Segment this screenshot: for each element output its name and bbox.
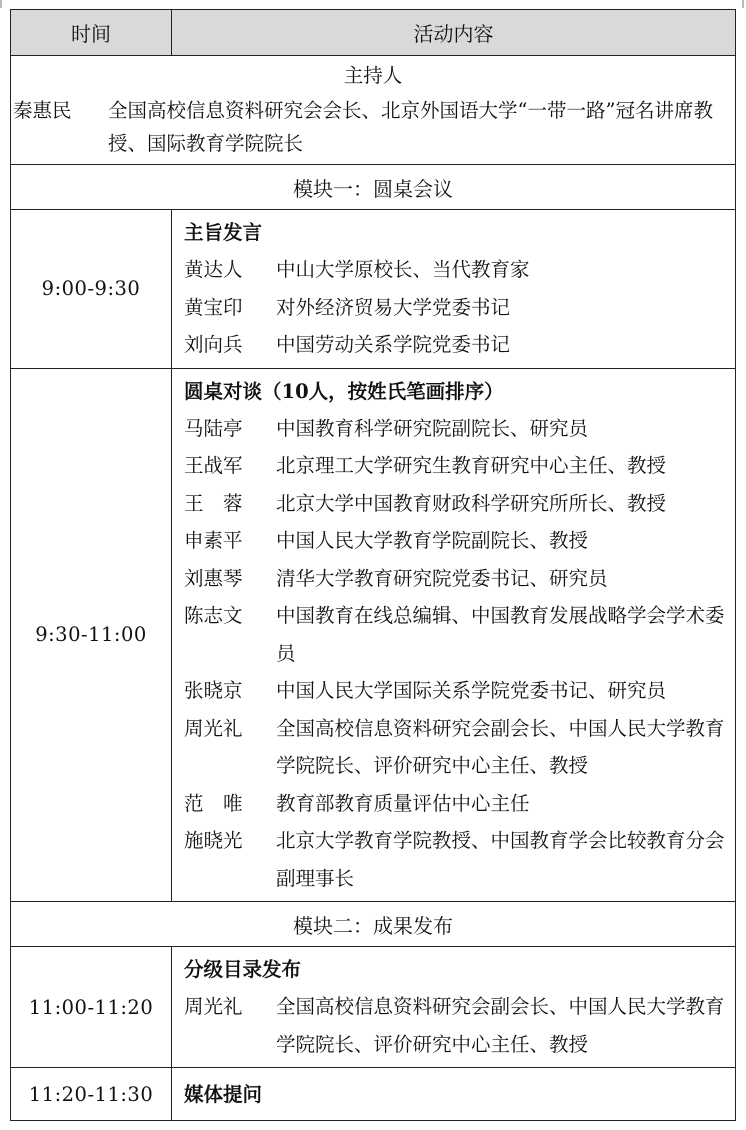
speaker-name: 王战军 bbox=[184, 454, 243, 477]
speaker-name: 范 唯 bbox=[184, 791, 243, 815]
speaker-entry bbox=[184, 597, 727, 672]
keynote-cell bbox=[172, 210, 736, 369]
module-row bbox=[11, 165, 736, 210]
module-row bbox=[11, 902, 736, 947]
time-cell: 11:20-11:30 bbox=[11, 1068, 172, 1121]
speaker-name: 刘惠琴 bbox=[184, 566, 243, 590]
agenda-table bbox=[10, 9, 736, 1121]
speaker-name: 陈志文 bbox=[184, 604, 243, 627]
speaker-entry bbox=[184, 988, 727, 1063]
host-title: 主持人 bbox=[343, 64, 403, 87]
module-title: 模块一：圆桌会议 bbox=[11, 165, 736, 210]
speaker-desc: 中国教育科学研究院副院长、研究员 bbox=[276, 416, 589, 440]
speaker-desc: 清华大学教育研究院党委书记、研究员 bbox=[276, 566, 608, 590]
speaker-entry bbox=[184, 410, 727, 448]
time-cell: 9:30-11:00 bbox=[11, 368, 172, 902]
speaker-name: 周光礼 bbox=[184, 716, 243, 740]
page-edge-left bbox=[0, 0, 2, 8]
page-edge-right bbox=[742, 0, 744, 8]
speaker-desc: 北京大学教育学院教授、中国教育学会比较教育分会副理事长 bbox=[276, 829, 725, 890]
host-desc: 全国高校信息资料研究会会长、北京外国语大学“一带一路”冠名讲席教授、国际教育学院院长 bbox=[108, 99, 713, 155]
speaker-desc: 北京理工大学研究生教育研究中心主任、教授 bbox=[276, 454, 667, 477]
speaker-entry bbox=[184, 710, 727, 785]
speaker-entry bbox=[184, 447, 727, 485]
host-cell bbox=[11, 56, 736, 165]
speaker-entry bbox=[184, 289, 727, 327]
speaker-name: 施晓光 bbox=[184, 829, 243, 852]
speaker-entry bbox=[184, 822, 727, 897]
table-header-row bbox=[11, 10, 736, 56]
speaker-entry bbox=[184, 785, 727, 823]
speaker-desc: 全国高校信息资料研究会副会长、中国人民大学教育学院院长、评价研究中心主任、教授 bbox=[276, 716, 725, 777]
speaker-entry bbox=[184, 251, 727, 289]
roundtable-row bbox=[11, 368, 736, 902]
media-row bbox=[11, 1068, 736, 1121]
block-title: 主旨发言 bbox=[184, 221, 263, 244]
speaker-desc: 全国高校信息资料研究会副会长、中国人民大学教育学院院长、评价研究中心主任、教授 bbox=[276, 995, 725, 1056]
header-time: 时间 bbox=[11, 10, 172, 56]
host-row bbox=[11, 56, 736, 165]
speaker-name: 黄达人 bbox=[184, 258, 243, 281]
speaker-desc: 中国教育在线总编辑、中国教育发展战略学会学术委员 bbox=[276, 604, 725, 665]
speaker-name: 张晓京 bbox=[184, 679, 243, 702]
speaker-entry bbox=[184, 672, 727, 710]
block-title: 圆桌对谈（10人，按姓氏笔画排序） bbox=[184, 379, 504, 403]
speaker-entry bbox=[184, 485, 727, 523]
block-title: 媒体提问 bbox=[184, 1082, 263, 1106]
speaker-name: 王 蓉 bbox=[184, 491, 243, 515]
speaker-entry bbox=[184, 326, 727, 364]
module-title: 模块二：成果发布 bbox=[11, 902, 736, 947]
speaker-entry bbox=[184, 522, 727, 560]
media-cell bbox=[172, 1068, 736, 1121]
speaker-desc: 中国人民大学教育学院副院长、教授 bbox=[276, 529, 589, 552]
speaker-desc: 北京大学中国教育财政科学研究所所长、教授 bbox=[276, 491, 667, 515]
speaker-name: 黄宝印 bbox=[184, 295, 243, 319]
time-cell: 9:00-9:30 bbox=[11, 210, 172, 369]
speaker-desc: 教育部教育质量评估中心主任 bbox=[276, 791, 530, 815]
speaker-desc: 对外经济贸易大学党委书记 bbox=[276, 295, 511, 319]
speaker-name: 刘向兵 bbox=[184, 333, 243, 356]
speaker-desc: 中国劳动关系学院党委书记 bbox=[276, 333, 511, 356]
header-content: 活动内容 bbox=[172, 10, 736, 56]
time-cell: 11:00-11:20 bbox=[11, 947, 172, 1068]
release-row bbox=[11, 947, 736, 1068]
speaker-desc: 中山大学原校长、当代教育家 bbox=[276, 258, 530, 281]
release-cell bbox=[172, 947, 736, 1068]
speaker-name: 马陆亭 bbox=[184, 416, 243, 440]
roundtable-cell bbox=[172, 368, 736, 902]
host-entry bbox=[11, 94, 735, 160]
speaker-name: 周光礼 bbox=[184, 995, 243, 1018]
block-title: 分级目录发布 bbox=[184, 958, 302, 981]
host-name: 秦惠民 bbox=[13, 99, 72, 122]
speaker-desc: 中国人民大学国际关系学院党委书记、研究员 bbox=[276, 679, 667, 702]
speaker-name: 申素平 bbox=[184, 529, 243, 552]
keynote-row bbox=[11, 210, 736, 369]
speaker-entry bbox=[184, 560, 727, 598]
